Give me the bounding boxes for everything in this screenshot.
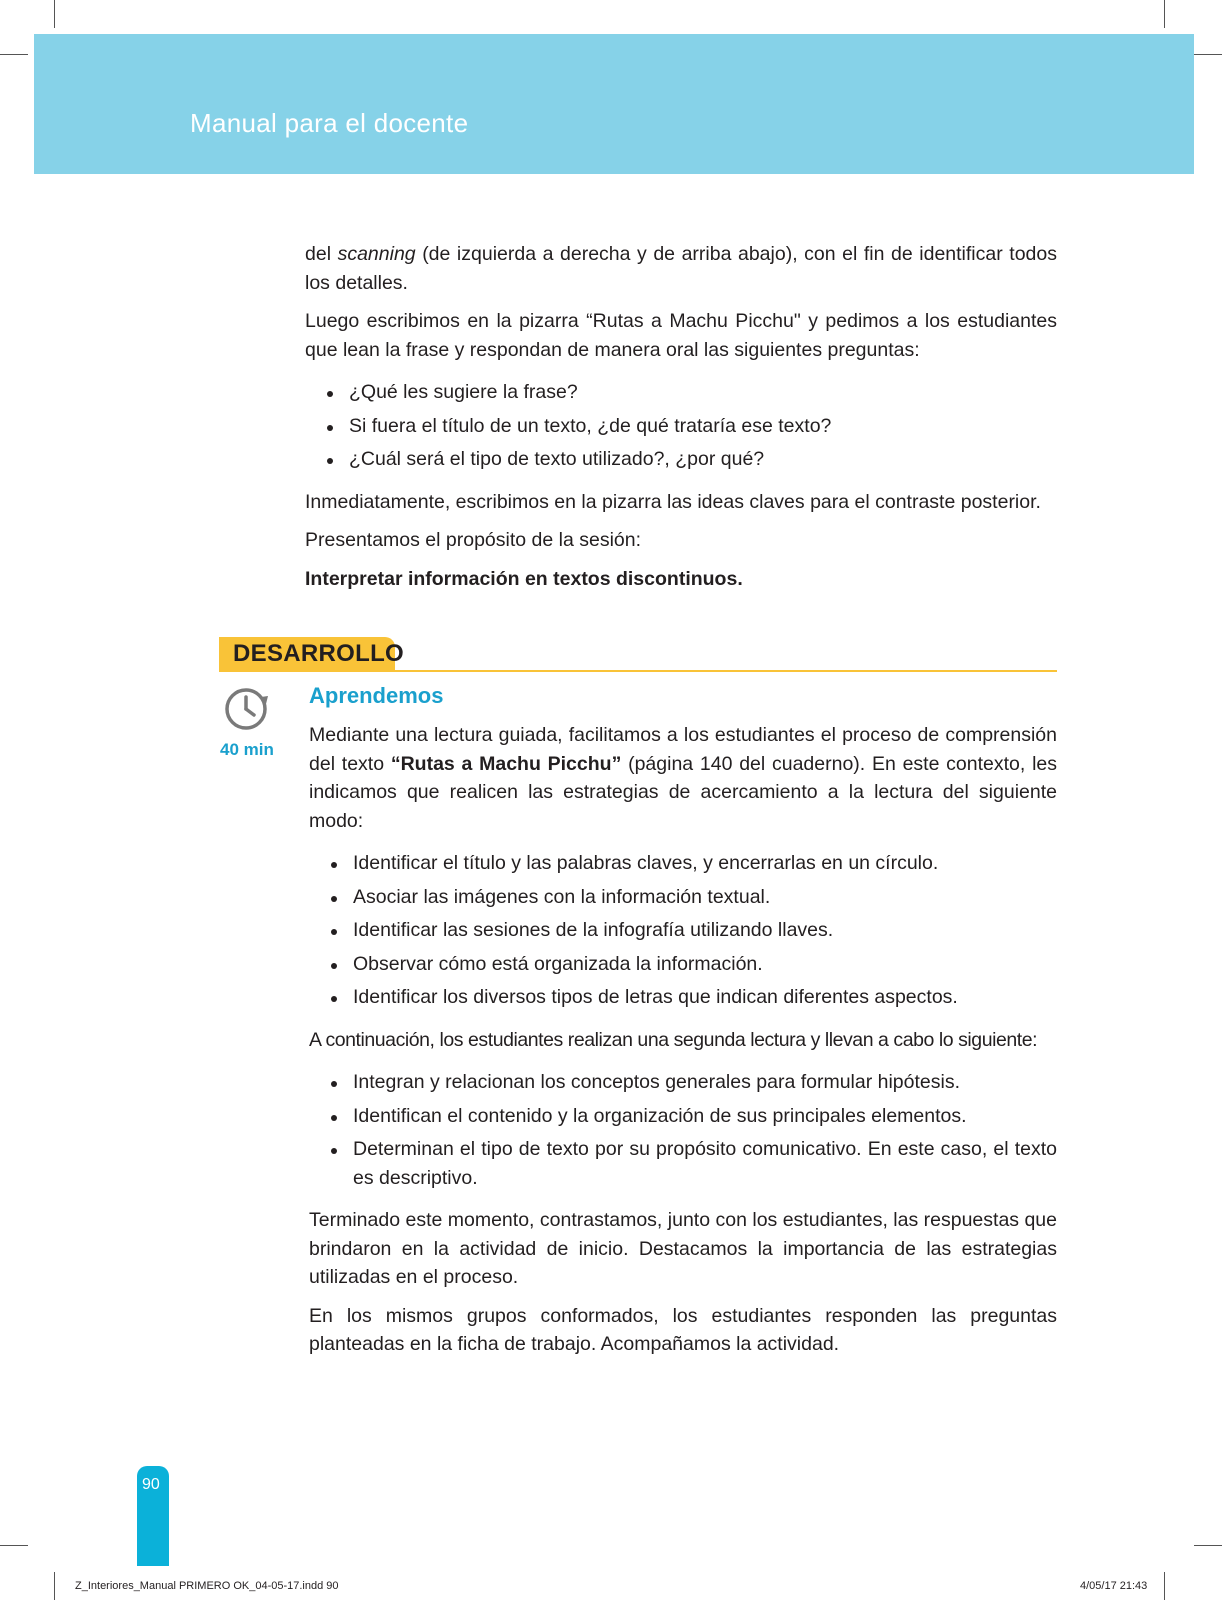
page-header-title: Manual para el docente [190,108,469,138]
crop-mark [0,54,28,55]
question-list [305,378,1057,474]
development-paragraph-2: A continuación, los estudiantes realizan una segunda lectura y llevan a cabo lo siguiente: [309,1028,1038,1051]
crop-mark [1194,1545,1222,1546]
step-list [309,1068,1057,1192]
list-item: Identificar los diversos tipos de letras que indican diferentes aspectos. [309,983,1057,1012]
scanning-term: scanning [337,243,416,265]
crop-mark [1164,1572,1165,1600]
list-item: Integran y relacionan los conceptos generales para formular hipótesis. [309,1068,1057,1097]
crop-mark [1164,0,1165,28]
footer-file-info: Z_Interiores_Manual PRIMERO OK_04-05-17.indd 90 [75,1580,339,1592]
page-number-tab [137,1466,169,1566]
intro-paragraph-1: del scanning (de izquierda a derecha y de arriba abajo), con el fin de identificar todos los detalles. [305,243,1057,294]
list-item: Asociar las imágenes con la información textual. [309,883,1057,912]
list-item: ¿Cuál será el tipo de texto utilizado?, ¿por qué? [305,445,1057,474]
text-title: “Rutas a Machu Picchu” [390,752,622,775]
list-item: ¿Qué les sugiere la frase? [305,378,1057,407]
duration-label: 40 min [220,740,274,759]
intro-block [305,240,1057,593]
footer-timestamp: 4/05/17 21:43 [1080,1580,1148,1592]
section-tab [219,637,404,672]
crop-mark [54,0,55,28]
intro-paragraph-4: Presentamos el propósito de la sesión: [305,529,642,551]
section-label: DESARROLLO [233,640,404,667]
strategy-list [309,849,1057,1012]
clock-icon [222,684,274,734]
list-item: Identificar el título y las palabras claves, y encerrarlas en un círculo. [309,849,1057,878]
list-item: Determinan el tipo de texto por su propósito comunicativo. En este caso, el texto es descriptivo. [309,1135,1057,1192]
development-paragraph-1: Mediante una lectura guiada, facilitamos a los estudiantes el proceso de comprensión del texto “Rutas a Machu Picchu” (página 140 del cuaderno). En este contexto, les indicamos que realicen las estrategias de acercamiento a la lectura del siguiente modo: [309,724,1058,832]
list-item: Si fuera el título de un texto, ¿de qué trataría ese texto? [305,412,1057,441]
intro-paragraph-3: Inmediatamente, escribimos en la pizarra las ideas claves para el contraste posterior. [305,490,1041,513]
page-number: 90 [142,1476,160,1493]
crop-mark [54,1572,55,1600]
list-item: Identificar las sesiones de la infografía utilizando llaves. [309,916,1057,945]
crop-mark [0,1545,28,1546]
crop-mark [1194,54,1222,55]
intro-paragraph-2: Luego escribimos en la pizarra “Rutas a Machu Picchu" y pedimos a los estudiantes que lean la frase y respondan de manera oral las siguientes preguntas: [305,310,1057,361]
section-divider [219,670,1057,672]
header-band [34,34,1194,174]
list-item: Observar cómo está organizada la información. [309,950,1057,979]
subheading-aprendemos: Aprendemos [309,683,444,708]
session-purpose: Interpretar información en textos discontinuos. [305,567,743,590]
development-paragraph-3: Terminado este momento, contrastamos, junto con los estudiantes, las respuestas que brindaron en la actividad de inicio. Destacamos la importancia de las estrategias utilizadas en el proceso. [309,1209,1057,1288]
list-item: Identifican el contenido y la organización de sus principales elementos. [309,1102,1057,1131]
development-block [309,721,1057,1359]
development-paragraph-4: En los mismos grupos conformados, los estudiantes responden las preguntas planteadas en la ficha de trabajo. Acompañamos la actividad. [309,1304,1057,1355]
